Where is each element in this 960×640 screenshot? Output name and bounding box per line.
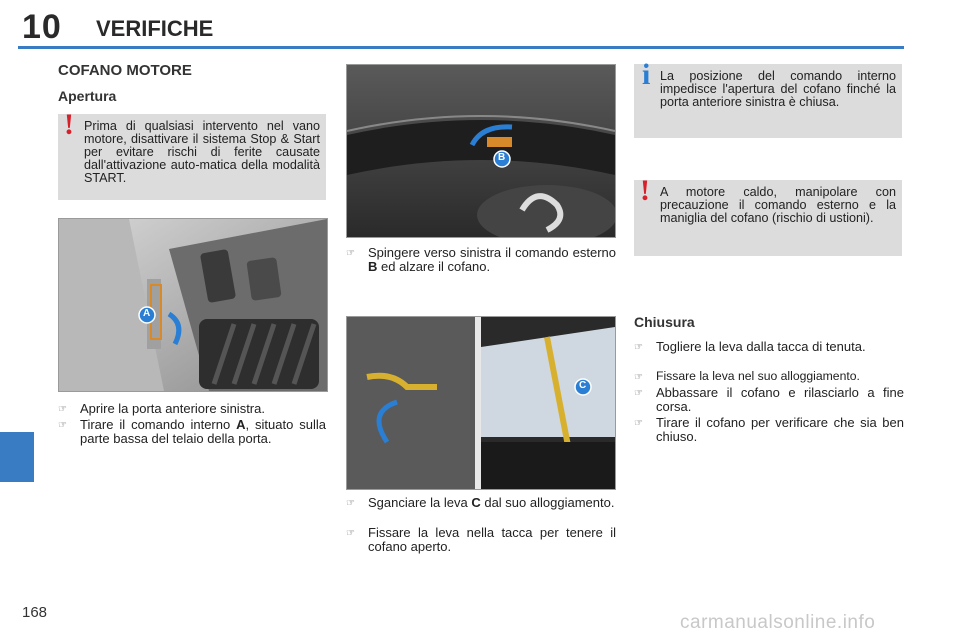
- chapter-number: 10: [22, 8, 62, 46]
- photo-interior-release: [58, 218, 328, 392]
- bullet-hand-icon: ☞: [346, 498, 355, 509]
- label-b: B: [498, 152, 506, 163]
- warning-text-hot-engine: A motore caldo, manipolare con precauzione il comando esterno e la maniglia del cofano (rischio di ustioni).: [660, 185, 896, 225]
- bullet-hand-icon: ☞: [634, 342, 643, 353]
- step-check-hood-closed: ☞ Tirare il cofano per verificare che sia ben chiuso.: [634, 415, 904, 444]
- hood-prop-illustration: [347, 317, 615, 489]
- heading-apertura: Apertura: [58, 88, 117, 104]
- info-icon: i: [642, 58, 651, 91]
- page-number: 168: [22, 604, 48, 621]
- warning-box-hot-engine: [634, 174, 902, 256]
- header-rule: [18, 46, 904, 49]
- bullet-hand-icon: ☞: [346, 528, 355, 539]
- step-fix-prop-rod: ☞ Fissare la leva nella tacca per tenere il cofano aperto.: [346, 525, 616, 554]
- warning-text-stop-start: Prima di qualsiasi intervento nel vano motore, disattivare il sistema Stop & Start per evitare rischi di ferite causate dall'attivazione auto-matica della modalità START.: [84, 119, 320, 185]
- step-pull-interior-lever: ☞ Tirare il comando interno A, situato sulla parte bassa del telaio della porta.: [58, 417, 326, 446]
- bullet-hand-icon: ☞: [634, 388, 643, 399]
- watermark: carmanualsonline.info: [680, 612, 876, 633]
- label-c: C: [579, 380, 587, 391]
- exterior-release-illustration: [347, 65, 615, 237]
- info-text-door-position: La posizione del comando interno impedisce l'apertura del cofano finché la porta anteriore sinistra è chiusa.: [660, 69, 896, 109]
- step-push-exterior-lever: ☞ Spingere verso sinistra il comando esterno B ed alzare il cofano.: [346, 245, 616, 274]
- info-box-door-position: [634, 58, 902, 138]
- label-a: A: [143, 308, 151, 319]
- photo-exterior-release: [346, 64, 616, 238]
- interior-release-illustration: [59, 219, 327, 391]
- bullet-hand-icon: ☞: [634, 418, 643, 429]
- bullet-hand-icon: ☞: [58, 420, 67, 431]
- step-lower-hood: ☞ Abbassare il cofano e rilasciarlo a fine corsa.: [634, 385, 904, 414]
- bullet-hand-icon: ☞: [58, 404, 67, 415]
- warning-icon: !: [64, 108, 74, 141]
- photo-hood-prop: [346, 316, 616, 490]
- bullet-hand-icon: ☞: [346, 248, 355, 259]
- chapter-title: VERIFICHE: [96, 16, 214, 41]
- section-title: COFANO MOTORE: [58, 62, 192, 79]
- step-remove-rod: ☞ Togliere la leva dalla tacca di tenuta.: [634, 339, 866, 354]
- step-store-rod: ☞ Fissare la leva nel suo alloggiamento.: [634, 369, 860, 383]
- chapter-side-tab: [0, 432, 34, 482]
- heading-chiusura: Chiusura: [634, 314, 695, 330]
- step-release-prop-rod: ☞ Sganciare la leva C dal suo alloggiamento.: [346, 495, 615, 510]
- warning-box-stop-start: [58, 108, 326, 200]
- warning-icon: !: [640, 174, 650, 207]
- step-open-door: ☞ Aprire la porta anteriore sinistra.: [58, 401, 265, 416]
- bullet-hand-icon: ☞: [634, 372, 643, 383]
